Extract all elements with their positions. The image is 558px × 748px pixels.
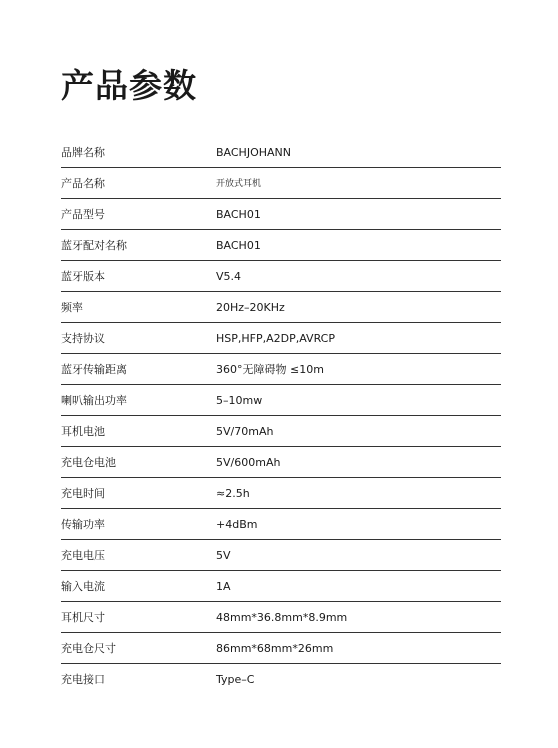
spec-label: 充电接口: [61, 673, 105, 686]
page-title: 产品参数: [61, 66, 197, 105]
spec-value: HSP,HFP,A2DP,AVRCP: [216, 332, 335, 345]
spec-label: 蓝牙版本: [61, 270, 105, 283]
spec-row-earbud-size: [61, 602, 501, 633]
spec-label: 支持协议: [61, 332, 105, 345]
spec-label: 充电时间: [61, 487, 105, 500]
spec-value: BACHJOHANN: [216, 146, 291, 159]
spec-row-brand: [61, 137, 501, 168]
spec-row-bt-version: [61, 261, 501, 292]
spec-label: 产品型号: [61, 208, 105, 221]
spec-row-bt-range: [61, 354, 501, 385]
spec-label: 耳机电池: [61, 425, 105, 438]
spec-label: 蓝牙传输距离: [61, 363, 127, 376]
spec-label: 充电仓尺寸: [61, 642, 116, 655]
spec-row-case-size: [61, 633, 501, 664]
spec-table: [61, 137, 501, 695]
spec-value: +4dBm: [216, 518, 258, 531]
spec-label: 品牌名称: [61, 146, 105, 159]
spec-row-bt-pair-name: [61, 230, 501, 261]
spec-row-product-name: [61, 168, 501, 199]
spec-value: 5V/70mAh: [216, 425, 274, 438]
spec-value: 5V/600mAh: [216, 456, 281, 469]
spec-label: 耳机尺寸: [61, 611, 105, 624]
spec-row-protocols: [61, 323, 501, 354]
spec-value: 360°无障碍物 ≤10m: [216, 363, 324, 376]
spec-value: BACH01: [216, 239, 261, 252]
spec-row-earbud-battery: [61, 416, 501, 447]
spec-value: 开放式耳机: [216, 179, 262, 189]
spec-label: 输入电流: [61, 580, 105, 593]
spec-label: 传输功率: [61, 518, 105, 531]
spec-value: Type–C: [216, 673, 255, 686]
spec-row-model: [61, 199, 501, 230]
spec-value: 86mm*68mm*26mm: [216, 642, 334, 655]
spec-label: 充电仓电池: [61, 456, 116, 469]
spec-label: 充电电压: [61, 549, 105, 562]
spec-value: V5.4: [216, 270, 242, 283]
spec-row-frequency: [61, 292, 501, 323]
spec-value: 5V: [216, 549, 231, 562]
spec-value: 1A: [216, 580, 231, 593]
spec-row-speaker-power: [61, 385, 501, 416]
spec-value: 48mm*36.8mm*8.9mm: [216, 611, 348, 624]
spec-row-charge-port: [61, 664, 501, 695]
spec-row-input-current: [61, 571, 501, 602]
spec-label: 频率: [61, 301, 83, 314]
spec-label: 喇叭输出功率: [61, 394, 127, 407]
spec-value: 20Hz–20KHz: [216, 301, 285, 314]
spec-row-charge-time: [61, 478, 501, 509]
spec-label: 产品名称: [61, 177, 105, 190]
spec-value: BACH01: [216, 208, 261, 221]
spec-row-case-battery: [61, 447, 501, 478]
spec-row-charge-voltage: [61, 540, 501, 571]
spec-row-transmit-power: [61, 509, 501, 540]
spec-value: ≈2.5h: [216, 487, 250, 500]
spec-label: 蓝牙配对名称: [61, 239, 127, 252]
spec-value: 5–10mw: [216, 394, 263, 407]
